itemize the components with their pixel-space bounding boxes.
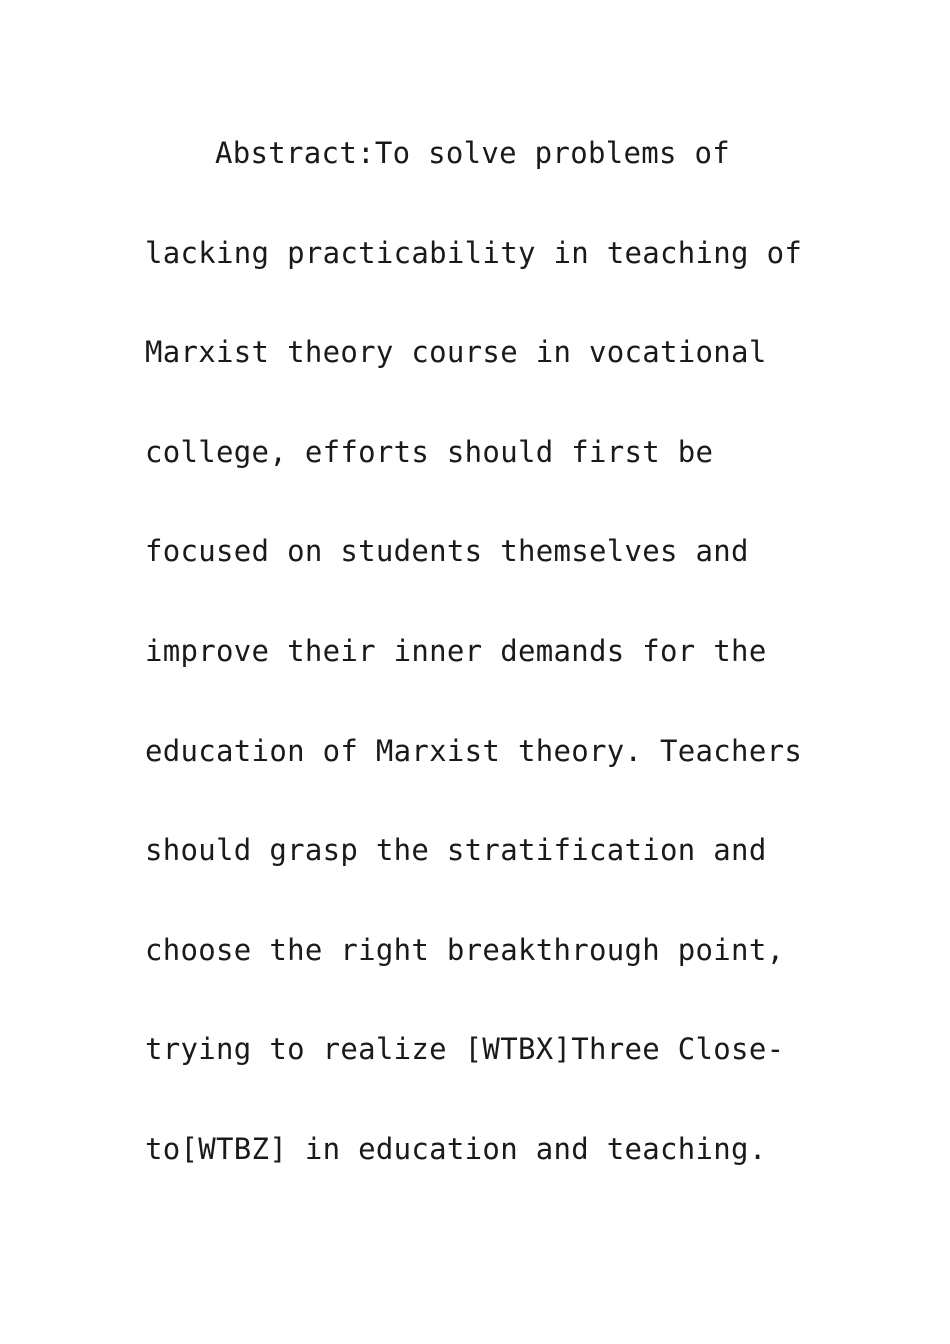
abstract-line: college, efforts should first be bbox=[145, 434, 714, 469]
abstract-paragraph bbox=[145, 128, 845, 1224]
abstract-line: Abstract:To solve problems of bbox=[215, 136, 731, 170]
abstract-line: trying to realize [WTBX]Three Close- bbox=[145, 1032, 785, 1067]
abstract-line: Marxist theory course in vocational bbox=[145, 335, 767, 370]
abstract-line: focused on students themselves and bbox=[145, 534, 749, 569]
abstract-line: to[WTBZ] in education and teaching. bbox=[145, 1131, 767, 1166]
abstract-line: improve their inner demands for the bbox=[145, 633, 767, 668]
abstract-line: choose the right breakthrough point, bbox=[145, 932, 785, 967]
abstract-line: lacking practicability in teaching of bbox=[145, 235, 803, 270]
abstract-line: should grasp the stratification and bbox=[145, 833, 767, 868]
abstract-line: education of Marxist theory. Teachers bbox=[145, 733, 803, 768]
